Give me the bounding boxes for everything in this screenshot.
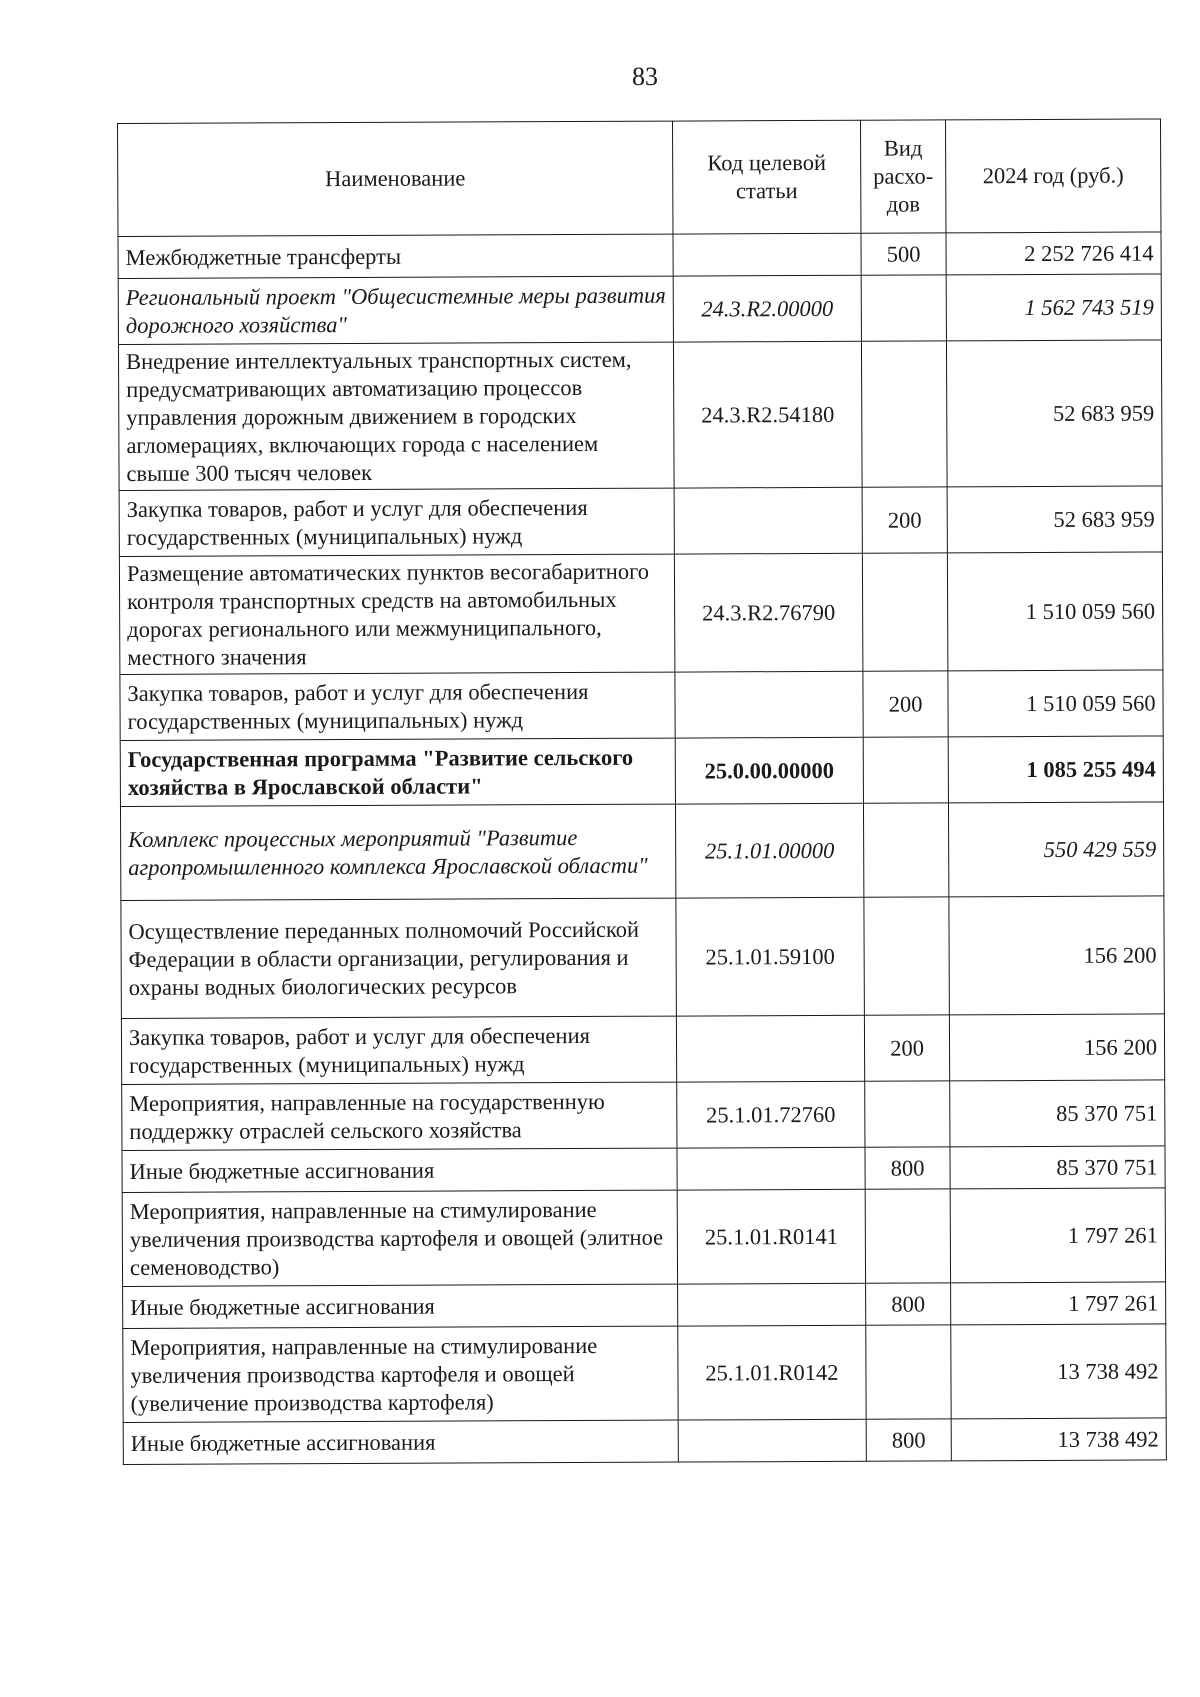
row-amount-cell: 85 370 751 xyxy=(950,1146,1165,1189)
row-code-cell: 25.1.01.59100 xyxy=(676,897,865,1016)
row-amount-cell: 13 738 492 xyxy=(951,1324,1166,1419)
row-amount-cell: 13 738 492 xyxy=(951,1418,1166,1461)
row-type-cell xyxy=(863,737,948,803)
row-name-cell: Комплекс процессных мероприятий "Развитие агропромышленного комплекса Ярославской области" xyxy=(120,804,675,900)
table-row xyxy=(122,1080,1165,1151)
row-code-cell xyxy=(678,1283,866,1326)
row-amount-cell: 1 562 743 519 xyxy=(946,274,1161,341)
row-amount-cell: 1 797 261 xyxy=(950,1188,1165,1283)
row-code-cell: 25.1.01.R0141 xyxy=(677,1189,865,1284)
table-row xyxy=(120,736,1163,807)
table-row xyxy=(119,552,1163,675)
row-type-cell xyxy=(864,897,950,1015)
row-type-cell xyxy=(861,275,946,341)
budget-table xyxy=(117,118,1167,1465)
row-code-cell: 25.1.01.72760 xyxy=(677,1081,865,1148)
row-type-cell xyxy=(866,1325,951,1419)
table-row xyxy=(120,670,1163,741)
row-name-cell: Мероприятия, направленные на стимулирование увеличения производства картофеля и овощей (увеличение производства картофеля) xyxy=(123,1326,678,1422)
row-code-cell xyxy=(677,1147,865,1190)
row-type-cell: 500 xyxy=(861,233,946,275)
row-type-cell: 800 xyxy=(865,1147,950,1189)
row-name-cell: Внедрение интеллектуальных транспортных систем, предусматривающих автоматизацию процессов управления дорожным движением в городских агломерациях, включающих города с населением свыше 300 тысяч человек xyxy=(118,342,674,490)
row-amount-cell: 1 510 059 560 xyxy=(948,670,1163,737)
header-amount: 2024 год (руб.) xyxy=(945,119,1160,233)
table-row xyxy=(118,232,1161,279)
row-amount-cell: 156 200 xyxy=(949,896,1165,1015)
row-type-cell xyxy=(863,803,948,897)
row-code-cell: 25.0.00.00000 xyxy=(675,737,863,804)
row-type-cell: 200 xyxy=(863,671,948,737)
row-code-cell xyxy=(673,233,861,276)
row-name-cell: Государственная программа "Развитие сельского хозяйства в Ярославской области" xyxy=(120,738,675,806)
row-type-cell: 200 xyxy=(862,487,947,553)
table-row xyxy=(120,802,1163,901)
row-code-cell xyxy=(676,1015,864,1082)
row-code-cell: 25.1.01.R0142 xyxy=(678,1325,866,1420)
table-header-row xyxy=(118,119,1161,237)
row-type-cell: 800 xyxy=(866,1283,951,1325)
table-row xyxy=(118,340,1162,491)
row-name-cell: Межбюджетные трансферты xyxy=(118,234,673,278)
row-type-cell xyxy=(861,341,947,487)
row-amount-cell: 2 252 726 414 xyxy=(946,232,1161,275)
row-code-cell xyxy=(678,1419,866,1462)
row-type-cell xyxy=(865,1081,950,1147)
row-amount-cell: 1 510 059 560 xyxy=(947,552,1163,671)
row-name-cell: Мероприятия, направленные на стимулирование увеличения производства картофеля и овощей (элитное семеноводство) xyxy=(122,1190,677,1286)
page-number: 83 xyxy=(632,62,658,91)
row-amount-cell: 52 683 959 xyxy=(947,486,1162,553)
row-name-cell: Осуществление переданных полномочий Российской Федерации в области организации, регулирования и охраны водных биологических ресурсов xyxy=(121,898,677,1018)
row-amount-cell: 1 085 255 494 xyxy=(948,736,1163,803)
row-name-cell: Размещение автоматических пунктов весогабаритного контроля транспортных средств на автомобильных дорогах регионального или межмуниципального, местного значения xyxy=(119,554,675,674)
row-amount-cell: 52 683 959 xyxy=(946,340,1162,487)
row-amount-cell: 156 200 xyxy=(949,1014,1164,1081)
row-code-cell xyxy=(675,671,863,738)
row-type-cell xyxy=(865,1189,950,1283)
row-amount-cell: 550 429 559 xyxy=(948,802,1163,897)
row-name-cell: Мероприятия, направленные на государственную поддержку отраслей сельского хозяйства xyxy=(122,1082,677,1150)
row-code-cell: 24.3.R2.00000 xyxy=(673,275,861,342)
header-name: Наименование xyxy=(118,121,673,236)
row-code-cell: 24.3.R2.76790 xyxy=(674,553,863,672)
row-name-cell: Иные бюджетные ассигнования xyxy=(122,1148,677,1192)
row-code-cell: 25.1.01.00000 xyxy=(675,803,863,898)
row-name-cell: Закупка товаров, работ и услуг для обеспечения государственных (муниципальных) нужд xyxy=(121,1016,676,1084)
table-row xyxy=(123,1418,1166,1465)
table-row xyxy=(123,1282,1166,1329)
table-row xyxy=(123,1324,1166,1423)
row-name-cell: Региональный проект "Общесистемные меры развития дорожного хозяйства" xyxy=(118,276,673,344)
row-code-cell: 24.3.R2.54180 xyxy=(673,341,862,488)
table-row xyxy=(121,896,1165,1019)
row-amount-cell: 1 797 261 xyxy=(951,1282,1166,1325)
row-name-cell: Закупка товаров, работ и услуг для обеспечения государственных (муниципальных) нужд xyxy=(119,488,674,556)
row-code-cell xyxy=(674,487,862,554)
header-code: Код целевой статьи xyxy=(672,120,860,234)
table-row xyxy=(119,486,1162,557)
table-row xyxy=(118,274,1161,345)
row-type-cell: 800 xyxy=(866,1419,951,1461)
row-type-cell: 200 xyxy=(864,1015,949,1081)
row-amount-cell: 85 370 751 xyxy=(950,1080,1165,1147)
header-type: Вид расхо-дов xyxy=(860,120,945,233)
row-name-cell: Иные бюджетные ассигнования xyxy=(123,1420,678,1464)
table-row xyxy=(121,1014,1164,1085)
table-body xyxy=(118,232,1166,1465)
table-row xyxy=(122,1188,1165,1287)
row-type-cell xyxy=(862,553,948,671)
table-row xyxy=(122,1146,1165,1193)
row-name-cell: Закупка товаров, работ и услуг для обеспечения государственных (муниципальных) нужд xyxy=(120,672,675,740)
row-name-cell: Иные бюджетные ассигнования xyxy=(123,1284,678,1328)
